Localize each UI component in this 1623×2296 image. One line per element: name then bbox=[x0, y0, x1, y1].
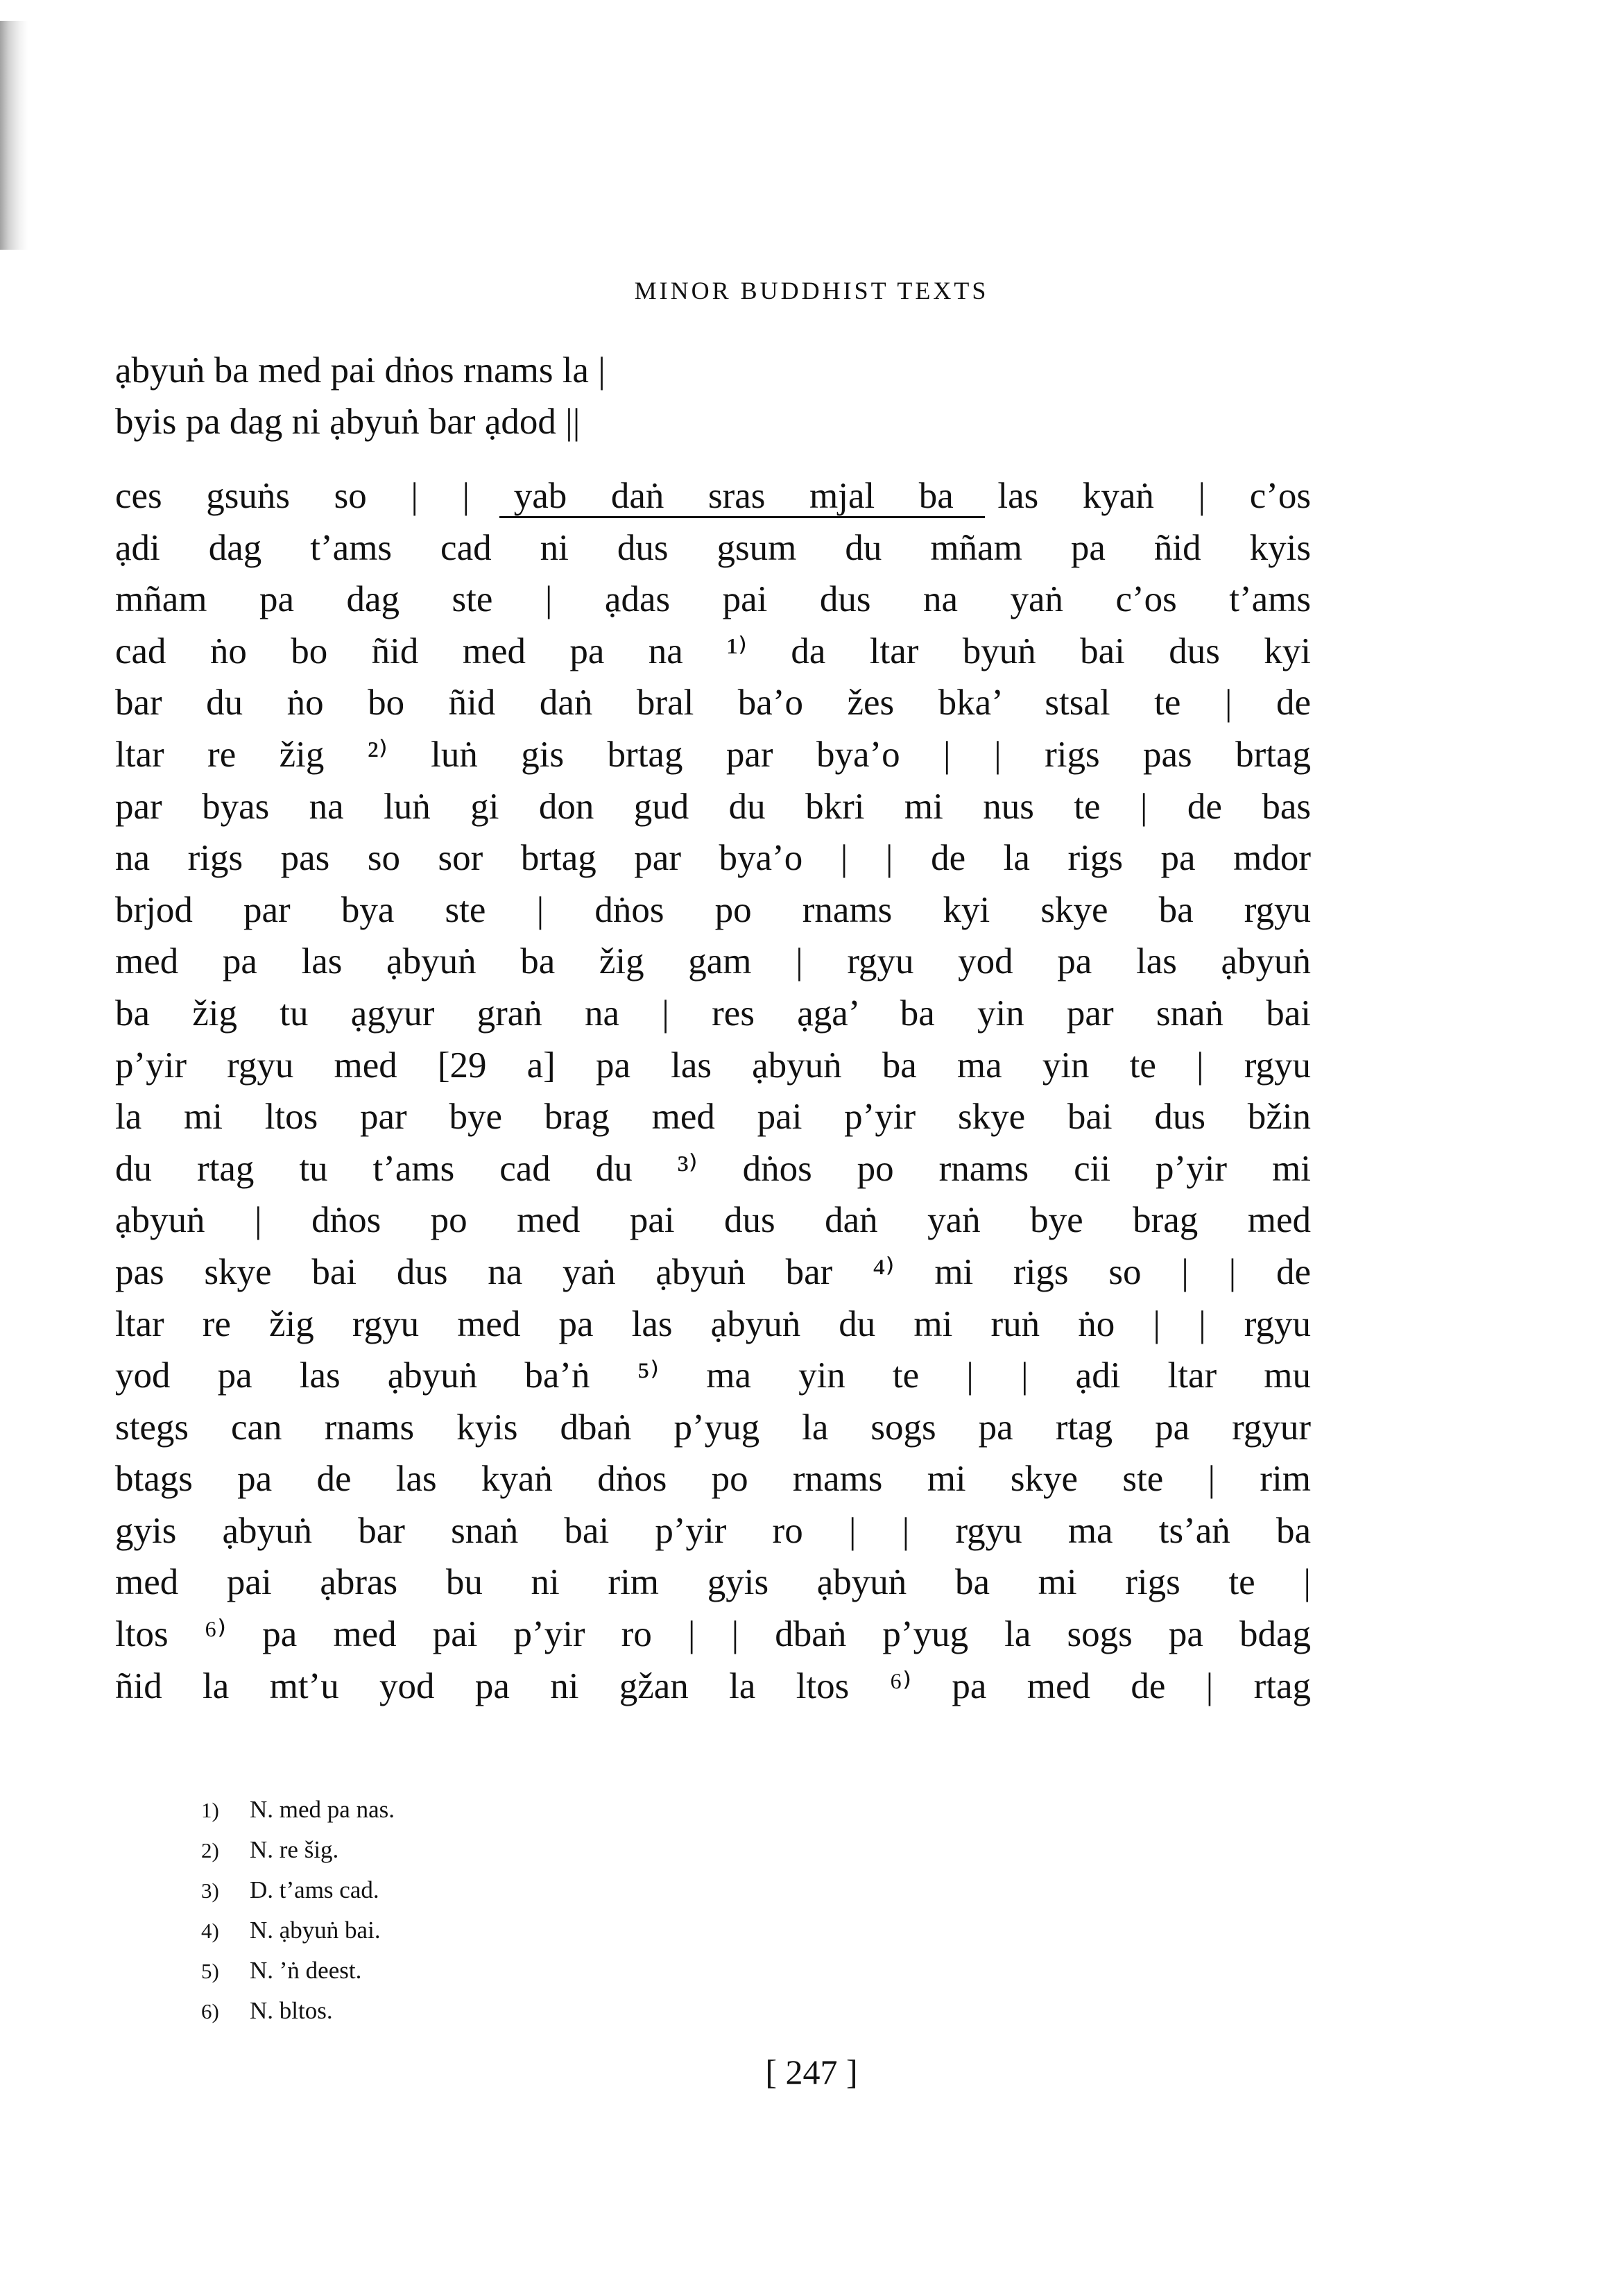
prose-line: mñam pa dag ste | ạdas pai dus na yaṅ c’os t’ams bbox=[115, 579, 1311, 620]
prose-line: med pa las ạbyuṅ ba žig gam | rgyu yod pa las ạbyuṅ bbox=[115, 941, 1311, 982]
prose-line: ltar re žig ²⁾ luṅ gis brtag par bya’o | | rigs pas brtag bbox=[115, 734, 1311, 775]
footnote bbox=[201, 1870, 825, 1910]
prose-line: du rtag tu t’ams cad du ³⁾ dṅos po rnams cii p’yir mi bbox=[115, 1148, 1311, 1189]
prose-line: ltos ⁶⁾ pa med pai p’yir ro | | dbaṅ p’yug la sogs pa bdag bbox=[115, 1614, 1311, 1655]
prose-line: ltar re žig rgyu med pa las ạbyuṅ du mi ruṅ ṅo | | rgyu bbox=[115, 1303, 1311, 1344]
footnote-text: N. ’ṅ deest. bbox=[250, 1957, 362, 1984]
prose-line: p’yir rgyu med [29 a] pa las ạbyuṅ ba ma yin te | rgyu bbox=[115, 1045, 1311, 1086]
prose-line: ces gsuṅs so | | yab daṅ sras mjal ba las kyaṅ | c’os bbox=[115, 476, 1311, 516]
footnote bbox=[201, 1790, 825, 1830]
footnote bbox=[201, 1830, 825, 1870]
prose-line: stegs can rnams kyis dbaṅ p’yug la sogs pa rtag pa rgyur bbox=[115, 1407, 1311, 1448]
prose-line: ạbyuṅ | dṅos po med pai dus daṅ yaṅ bye brag med bbox=[115, 1200, 1311, 1241]
verse-line: ạbyuṅ ba med pai dṅos rnams la | bbox=[115, 350, 606, 391]
footnote-number: 3) bbox=[201, 1878, 219, 1903]
verse-line: byis pa dag ni ạbyuṅ bar ạdod || bbox=[115, 402, 581, 442]
running-head: MINOR BUDDHIST TEXTS bbox=[634, 277, 989, 305]
footnote-number: 5) bbox=[201, 1959, 219, 1983]
prose-line: ba žig tu ạgyur graṅ na | res ạga’ ba yin par snaṅ bai bbox=[115, 993, 1311, 1034]
prose-line: bar du ṅo bo ñid daṅ bral ba’o žes bka’ stsal te | de bbox=[115, 683, 1311, 723]
prose-line: par byas na luṅ gi don gud du bkri mi nus te | de bas bbox=[115, 786, 1311, 827]
prose-block bbox=[115, 470, 1311, 1712]
footnotes bbox=[201, 1790, 825, 2031]
prose-line: brjod par bya ste | dṅos po rnams kyi skye ba rgyu bbox=[115, 889, 1311, 930]
prose-line: btags pa de las kyaṅ dṅos po rnams mi skye ste | rim bbox=[115, 1459, 1311, 1500]
footnote-text: N. re šig. bbox=[250, 1836, 339, 1863]
footnote-text: N. med pa nas. bbox=[250, 1796, 395, 1823]
prose-line: ñid la mt’u yod pa ni gžan la ltos ⁶⁾ pa med de | rtag bbox=[115, 1665, 1311, 1706]
footnote-text: N. bltos. bbox=[250, 1997, 333, 2024]
footnote-number: 2) bbox=[201, 1838, 219, 1862]
footnote-number: 1) bbox=[201, 1798, 219, 1822]
prose-line: cad ṅo bo ñid med pa na ¹⁾ da ltar byuṅ bai dus kyi bbox=[115, 631, 1311, 671]
footnote-text: N. ạbyuṅ bai. bbox=[250, 1917, 381, 1944]
scan-edge-shadow bbox=[0, 21, 28, 250]
prose-line: la mi ltos par bye brag med pai p’yir skye bai dus bžin bbox=[115, 1097, 1311, 1138]
prose-line: ạdi dag t’ams cad ni dus gsum du mñam pa ñid kyis bbox=[115, 527, 1311, 568]
verse-block bbox=[115, 345, 1308, 447]
footnote-number: 6) bbox=[201, 1999, 219, 2023]
prose-line: pas skye bai dus na yaṅ ạbyuṅ bar ⁴⁾ mi rigs so | | de bbox=[115, 1251, 1311, 1292]
page-number: [ 247 ] bbox=[765, 2053, 858, 2091]
footnote-text: D. t’ams cad. bbox=[250, 1876, 379, 1903]
footnote bbox=[201, 1991, 825, 2031]
prose-line: gyis ạbyuṅ bar snaṅ bai p’yir ro | | rgyu ma ts’aṅ ba bbox=[115, 1510, 1311, 1551]
footnote bbox=[201, 1951, 825, 1991]
footnote bbox=[201, 1910, 825, 1951]
prose-line: yod pa las ạbyuṅ ba’ṅ ⁵⁾ ma yin te | | ạdi ltar mu bbox=[115, 1355, 1311, 1396]
prose-line: na rigs pas so sor brtag par bya’o | | de la rigs pa mdor bbox=[115, 838, 1311, 879]
footnote-number: 4) bbox=[201, 1919, 219, 1943]
prose-line: med pai ạbras bu ni rim gyis ạbyuṅ ba mi rigs te | bbox=[115, 1562, 1311, 1603]
